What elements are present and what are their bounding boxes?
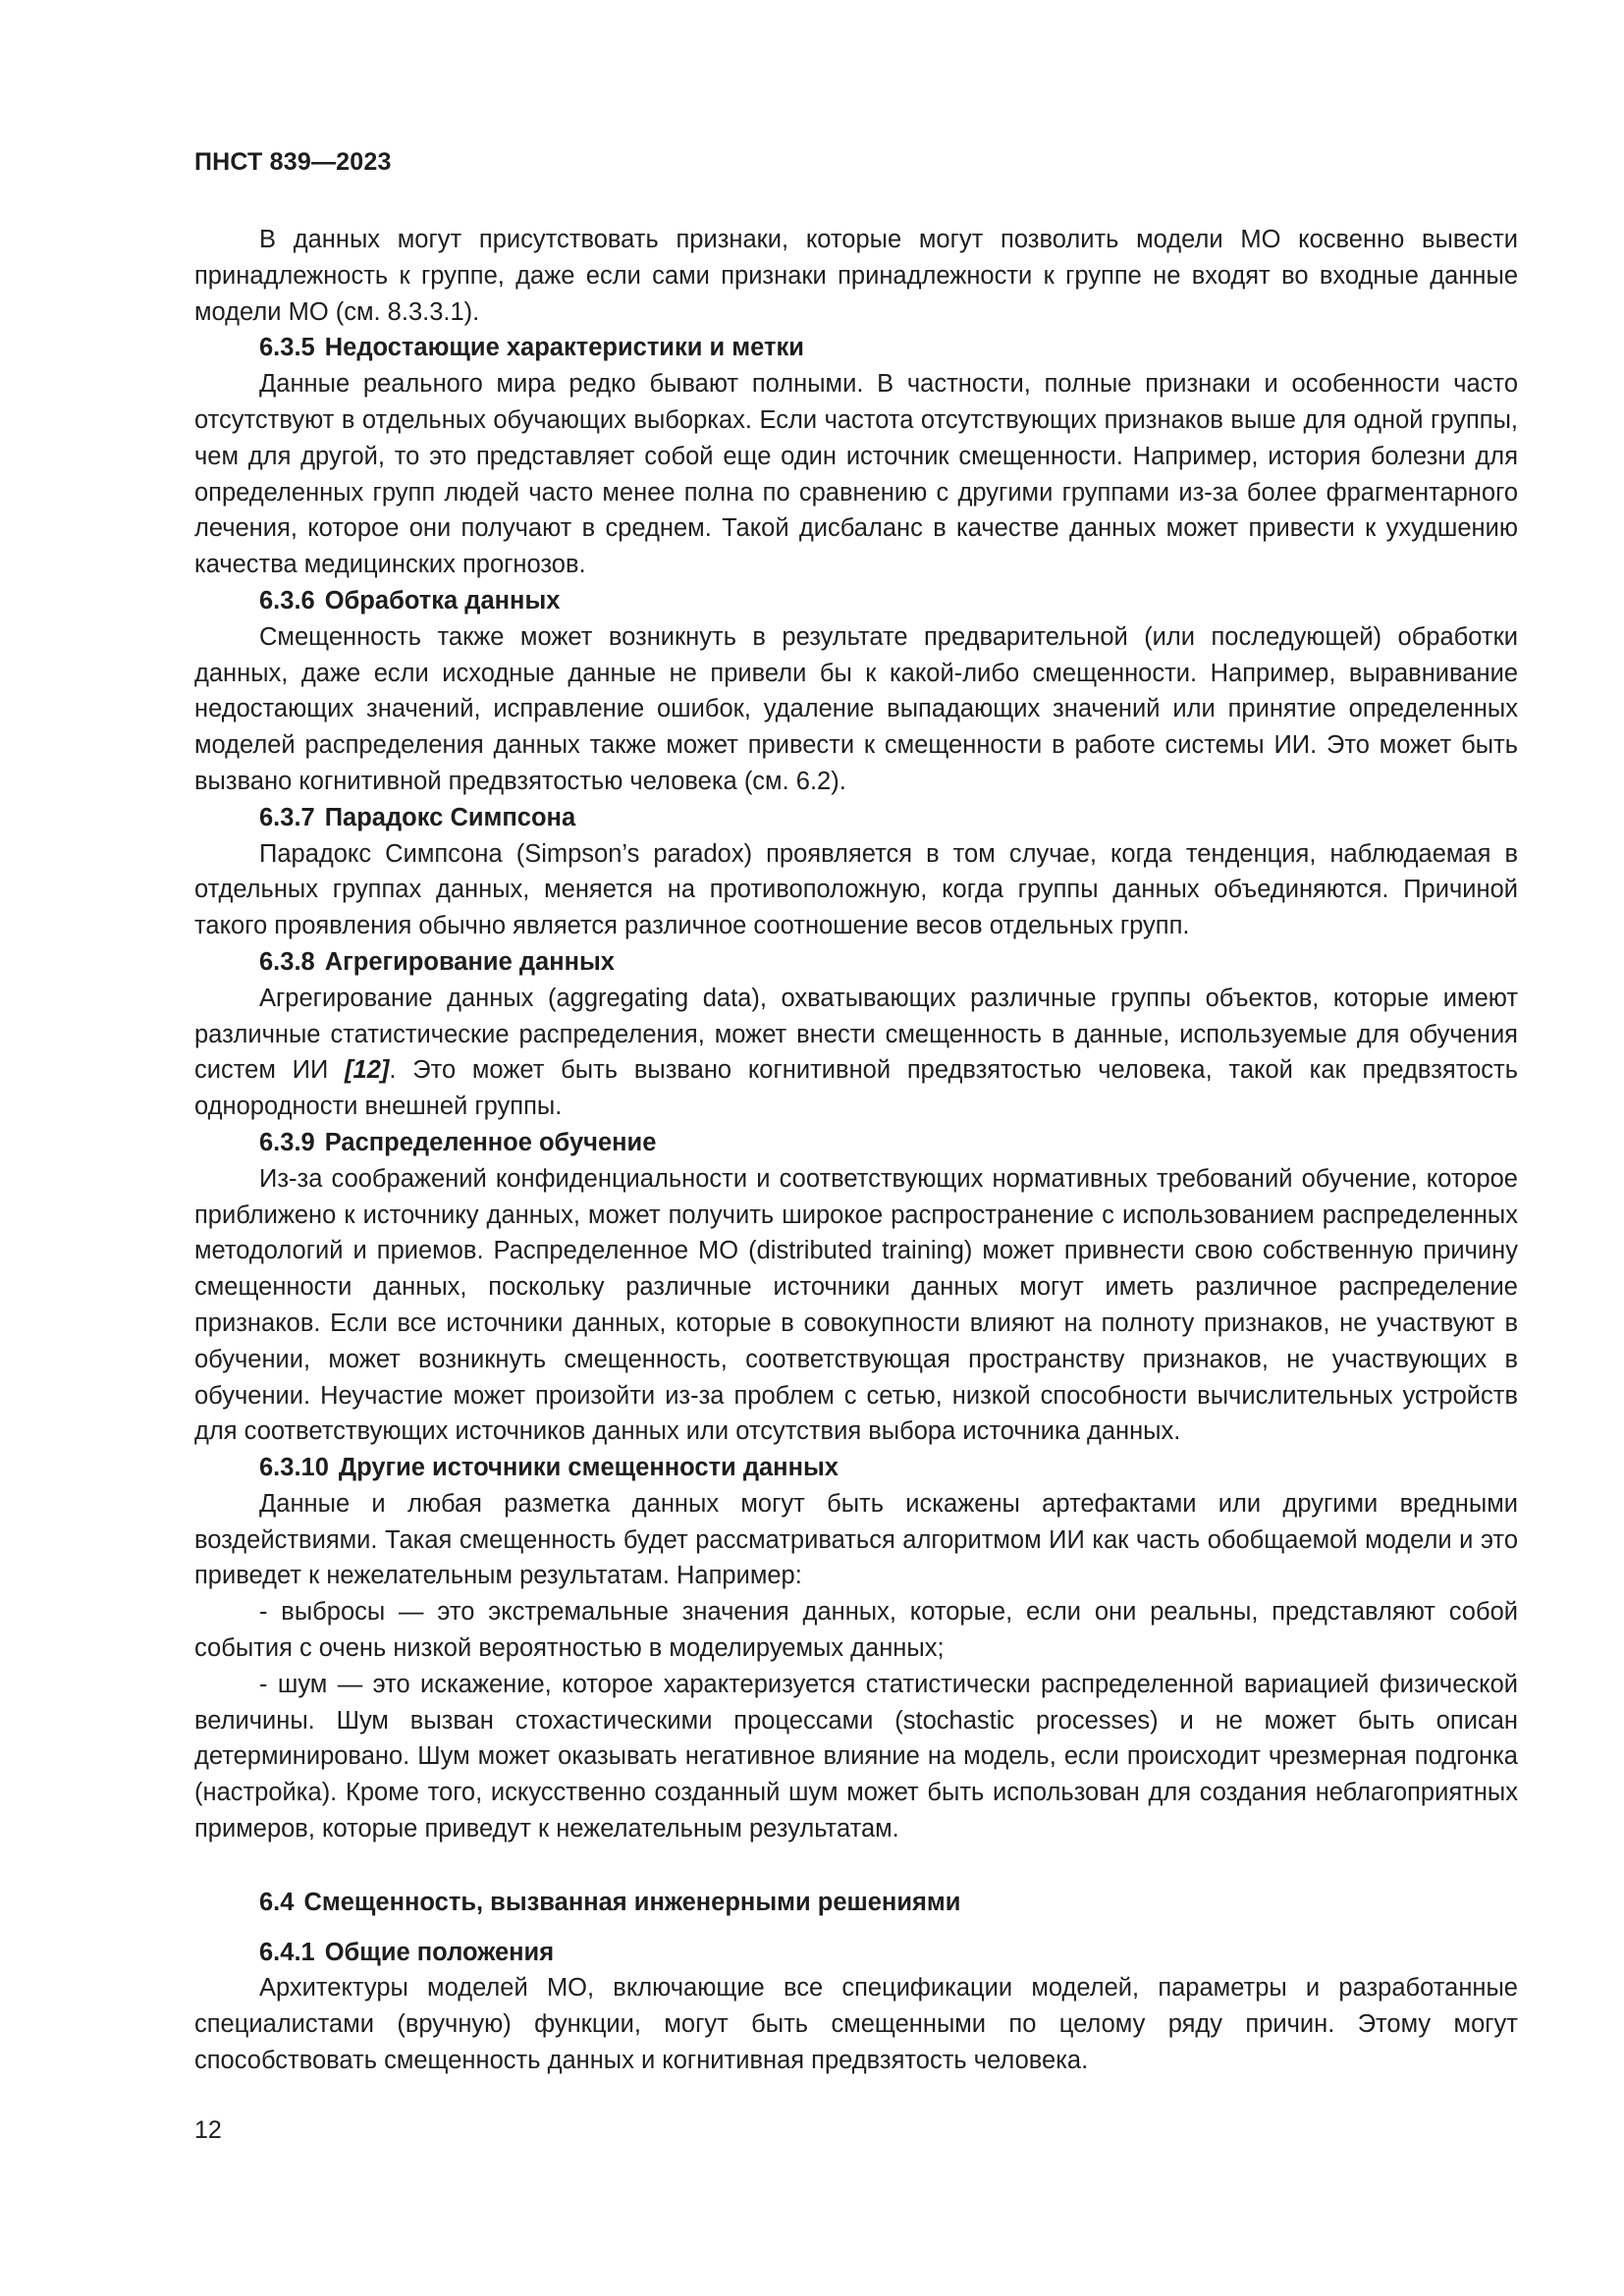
document-header: ПНСТ 839—2023 <box>194 148 392 176</box>
paragraph-text: . Это может быть вызвано когнитивной предвзятостью человека, такой как предвзятость однородности внешней группы. <box>194 1056 1518 1121</box>
section-number: 6.3.9 <box>259 1128 315 1156</box>
section-heading-6-3-9 <box>194 1125 1518 1161</box>
section-heading-6-3-6 <box>194 583 1518 619</box>
intro-paragraph: В данных могут присутствовать признаки, которые могут позволить модели МО косвенно вывести принадлежность к группе, даже если сами признаки принадлежности к группе не входят во входные данные модели МО (см. 8.3.3.1). <box>194 226 1518 326</box>
section-heading-6-4 <box>194 1885 1518 1921</box>
section-number: 6.3.5 <box>259 334 315 362</box>
section-title: Парадокс Симпсона <box>324 803 576 831</box>
section-heading-6-3-10 <box>194 1450 1518 1486</box>
section-title: Другие источники смещенности данных <box>338 1454 839 1482</box>
section-heading-6-4-1 <box>194 1935 1518 1971</box>
section-title: Обработка данных <box>324 586 561 614</box>
section-title: Общие положения <box>324 1938 555 1966</box>
section-number: 6.4.1 <box>259 1938 315 1966</box>
section-title: Смещенность, вызванная инженерными решениями <box>303 1888 961 1916</box>
section-title: Распределенное обучение <box>324 1128 657 1156</box>
section-number: 6.3.10 <box>259 1454 329 1482</box>
section-paragraph-6-3-10: Данные и любая разметка данных могут быть искажены артефактами или другими вредными воздействиями. Такая смещенность будет рассматриваться алгоритмом ИИ как часть обобщаемой модели и это приведет к нежелательным результатам. Например: <box>194 1489 1518 1590</box>
section-paragraph-6-3-5: Данные реального мира редко бывают полными. В частности, полные признаки и особенности часто отсутствуют в отдельных обучающих выборках. Если частота отсутствующих признаков выше для одной группы, чем для другой, то это представляет собой еще один источник смещенности. Например, история болезни для определенных групп людей часто менее полна по сравнению с другими группами из-за более фрагментарного лечения, которое они получают в среднем. Такой дисбаланс в качестве данных может привести к ухудшению качества медицинских прогнозов. <box>194 370 1518 579</box>
section-number: 6.3.7 <box>259 803 315 831</box>
section-paragraph-6-4-1: Архитектуры моделей МО, включающие все спецификации моделей, параметры и разработанные специалистами (вручную) функции, могут быть смещенными по целому ряду причин. Этому могут способствовать смещенность данных и когнитивная предвзятость человека. <box>194 1974 1518 2075</box>
section-paragraph-6-3-7: Парадокс Симпсона (Simpson’s paradox) проявляется в том случае, когда тенденция, наблюдаемая в отдельных группах данных, меняется на противоположную, когда группы данных объединяются. Причиной такого проявления обычно является различное соотношение весов отдельных групп. <box>194 839 1518 940</box>
page-number: 12 <box>194 2116 222 2144</box>
bibliography-reference: [12] <box>345 1056 390 1085</box>
list-item: - шум — это искажение, которое характеризуется статистически распределенной вариацией физической величины. Шум вызван стохастическими процессами (stochastic processes) и не может быть описан детерминировано. Шум может оказывать негативное влияние на модель, если происходит чрезмерная подгонка (настройка). Кроме того, искусственно созданный шум может быть использован для создания неблагоприятных примеров, которые приведут к нежелательным результатам. <box>194 1670 1518 1843</box>
list-item: - выбросы — это экстремальные значения данных, которые, если они реальны, представляют собой события с очень низкой вероятностью в моделируемых данных; <box>194 1598 1518 1663</box>
section-heading-6-3-5 <box>194 330 1518 366</box>
section-paragraph-6-3-8 <box>194 981 1518 1125</box>
section-heading-6-3-8 <box>194 944 1518 981</box>
section-title: Агрегирование данных <box>324 947 615 976</box>
document-body <box>194 222 1518 2079</box>
section-number: 6.3.6 <box>259 586 315 614</box>
section-heading-6-3-7 <box>194 800 1518 836</box>
section-number: 6.4 <box>259 1888 295 1916</box>
section-paragraph-6-3-9: Из-за соображений конфиденциальности и соответствующих нормативных требований обучение, которое приближено к источнику данных, может получить широкое распространение с использованием распределенных методологий и приемов. Распределенное МО (distributed training) может привнести свою собственную причину смещенности данных, поскольку различные источники данных могут иметь различное распределение признаков. Если все источники данных, которые в совокупности влияют на полноту признаков, не участвуют в обучении, может возникнуть смещенность, соответствующая пространству признаков, не участвующих в обучении. Неучастие может произойти из-за проблем с сетью, низкой способности вычислительных устройств для соответствующих источников данных или отсутствия выбора источника данных. <box>194 1164 1518 1446</box>
section-paragraph-6-3-6: Смещенность также может возникнуть в результате предварительной (или последующей) обработки данных, даже если исходные данные не привели бы к какой-либо смещенности. Например, выравнивание недостающих значений, исправление ошибок, удаление выпадающих значений или принятие определенных моделей распределения данных также может привести к смещенности в работе системы ИИ. Это может быть вызвано когнитивной предвзятостью человека (см. 6.2). <box>194 622 1518 795</box>
section-number: 6.3.8 <box>259 947 315 976</box>
section-title: Недостающие характеристики и метки <box>324 334 804 362</box>
paragraph-text: Агрегирование данных (aggregating data), охватывающих различные группы объектов, которые имеют различные статистические распределения, может внести смещенность в данные, используемые для обучения систем ИИ <box>194 984 1518 1085</box>
